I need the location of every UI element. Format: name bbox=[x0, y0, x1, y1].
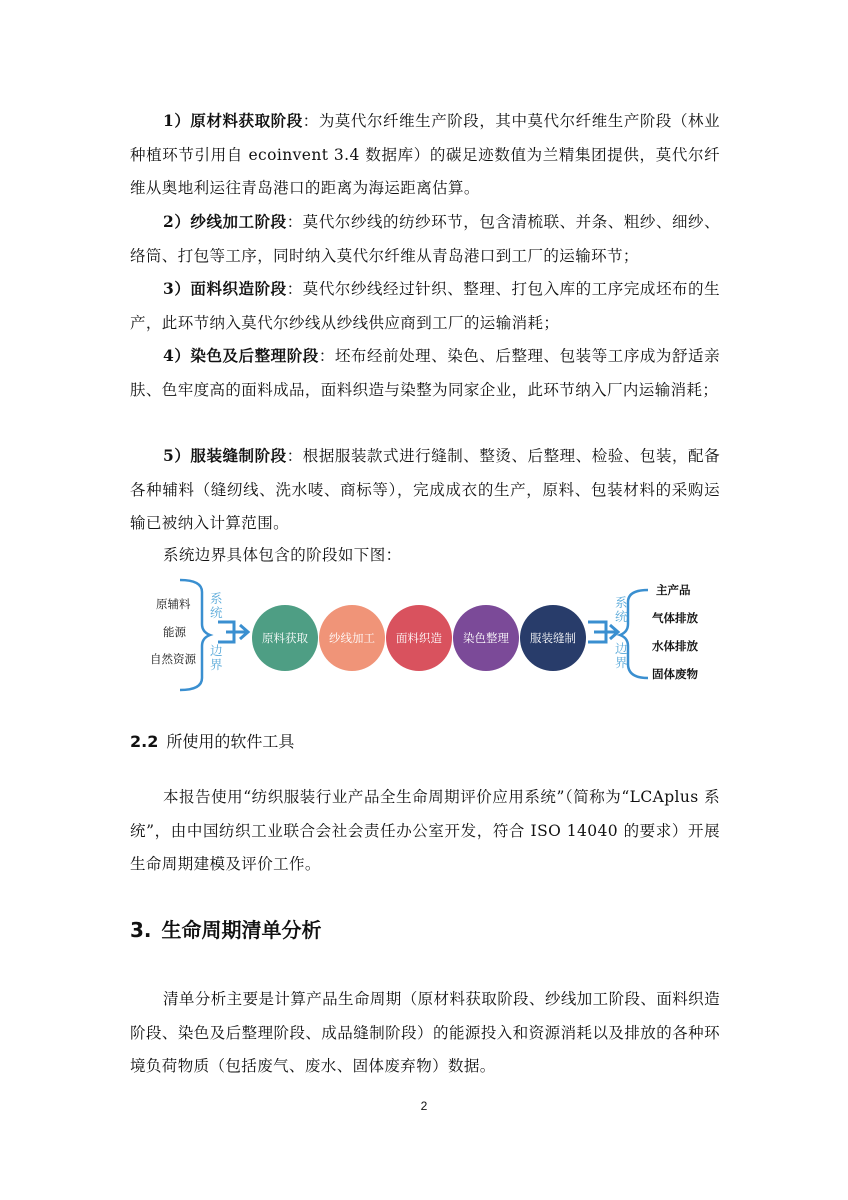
item-heading: 服装缝制阶段 bbox=[190, 446, 287, 465]
boundary-label-left-bottom bbox=[210, 644, 224, 672]
stage-paragraph-5 bbox=[130, 439, 720, 541]
section-number: 2.2 bbox=[130, 732, 159, 751]
item-heading: 染色及后整理阶段 bbox=[190, 346, 319, 365]
section-3-heading bbox=[130, 914, 322, 943]
item-body: 根据服装款式进行缝制、整烫、后整理、检验、包装，配备各种辅料（缝纫线、洗水唛、商标等），完成成衣的生产，原料、包装材料的采购运输已被纳入计算范围。 bbox=[130, 447, 720, 532]
boundary-char: 界 bbox=[615, 655, 628, 670]
stage-paragraph-3 bbox=[130, 272, 720, 340]
boundary-char: 边 bbox=[615, 641, 628, 656]
system-boundary-diagram bbox=[130, 578, 730, 696]
section-2-2-heading bbox=[130, 729, 294, 752]
item-number: 2） bbox=[163, 212, 191, 231]
stage-paragraph-4 bbox=[130, 339, 720, 407]
item-number: 1） bbox=[163, 111, 191, 130]
input-natural-resources: 自然资源 bbox=[150, 652, 196, 666]
item-heading: 纱线加工阶段 bbox=[190, 212, 287, 231]
item-separator: ： bbox=[286, 213, 303, 231]
item-heading: 原材料获取阶段 bbox=[190, 111, 303, 130]
item-separator: ： bbox=[302, 112, 319, 130]
section-number: 3. bbox=[130, 918, 152, 942]
stage-paragraph-2 bbox=[130, 205, 720, 273]
output-solid-waste: 固体废物 bbox=[652, 667, 698, 681]
stage-garment-sewing: 服装缝制 bbox=[520, 605, 586, 671]
boundary-char: 系 bbox=[210, 591, 223, 606]
item-number: 3） bbox=[163, 279, 191, 298]
input-raw-materials: 原辅料 bbox=[156, 597, 191, 611]
item-body: 为莫代尔纤维生产阶段，其中莫代尔纤维生产阶段（林业种植环节引用自 ecoinvent 3.4 数据库）的碳足迹数值为兰精集团提供，莫代尔纤维从奥地利运往青岛港口的距离为海运距离估算。 bbox=[130, 112, 720, 197]
boundary-char: 统 bbox=[615, 609, 628, 624]
stage-yarn-processing: 纱线加工 bbox=[319, 605, 385, 671]
section-2-2-body: 本报告使用“纺织服装行业产品全生命周期评价应用系统”（简称为“LCAplus 系统”，由中国纺织工业联合会社会责任办公室开发，符合 ISO 14040 的要求）开展生命周期建模及评价工作。 bbox=[130, 788, 720, 873]
boundary-char: 统 bbox=[210, 605, 223, 620]
stage-paragraph-1 bbox=[130, 104, 720, 206]
item-body: 莫代尔纱线的纺纱环节，包含清梳联、并条、粗纱、细纱、络筒、打包等工序，同时纳入莫代尔纤维从青岛港口到工厂的运输环节； bbox=[130, 213, 720, 265]
boundary-char: 边 bbox=[210, 643, 223, 658]
boundary-label-right-bottom bbox=[615, 642, 629, 670]
input-energy: 能源 bbox=[163, 625, 186, 639]
section-3-body: 清单分析主要是计算产品生命周期（原材料获取阶段、纱线加工阶段、面料织造阶段、染色及后整理阶段、成品缝制阶段）的能源投入和资源消耗以及排放的各种环境负荷物质（包括废气、废水、固体废弃物）数据。 bbox=[130, 990, 720, 1075]
boundary-char: 界 bbox=[210, 657, 223, 672]
item-separator: ： bbox=[286, 280, 303, 298]
boundary-label-left-top bbox=[210, 592, 224, 620]
diagram-intro: 系统边界具体包含的阶段如下图： bbox=[163, 546, 402, 564]
boundary-label-right-top bbox=[615, 596, 629, 624]
stage-dyeing-finishing: 染色整理 bbox=[453, 605, 519, 671]
page-number: 2 bbox=[420, 1099, 428, 1113]
section-title: 所使用的软件工具 bbox=[166, 732, 295, 751]
item-body: 坯布经前处理、染色、后整理、包装等工序成为舒适亲肤、色牢度高的面料成品，面料织造与染整为同家企业，此环节纳入厂内运输消耗； bbox=[130, 347, 720, 399]
item-number: 4） bbox=[163, 346, 191, 365]
output-water-emissions: 水体排放 bbox=[652, 639, 698, 653]
output-gas-emissions: 气体排放 bbox=[652, 611, 698, 625]
item-number: 5） bbox=[163, 446, 191, 465]
section-title: 生命周期清单分析 bbox=[161, 918, 322, 942]
item-body: 莫代尔纱线经过针织、整理、打包入库的工序完成坯布的生产，此环节纳入莫代尔纱线从纱线供应商到工厂的运输消耗； bbox=[130, 280, 720, 332]
item-heading: 面料织造阶段 bbox=[190, 279, 287, 298]
boundary-char: 系 bbox=[615, 595, 628, 610]
item-separator: ： bbox=[318, 347, 335, 365]
item-separator: ： bbox=[286, 447, 303, 465]
stage-fabric-weaving: 面料织造 bbox=[386, 605, 452, 671]
output-main-product: 主产品 bbox=[656, 583, 691, 597]
stage-raw-material-acquisition: 原料获取 bbox=[252, 605, 318, 671]
